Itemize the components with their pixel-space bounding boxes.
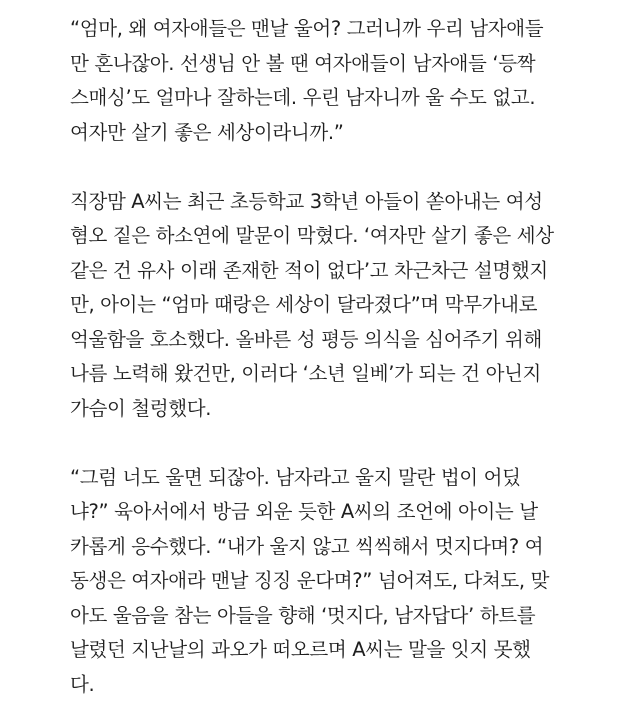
text-line: 카롭게 응수했다. “내가 울지 않고 씩씩해서 멋지다며? 여 [70,530,630,565]
text-line: 날렸던 지난날의 과오가 떠오르며 A씨는 말을 잇지 못했 [70,633,630,668]
text-line: 동생은 여자애라 맨날 징징 운다며?” 넘어져도, 다쳐도, 맞 [70,564,630,599]
text-line: “그럼 너도 울면 되잖아. 남자라고 울지 말란 법이 어딨 [70,461,630,496]
text-line: 억울함을 호소했다. 올바른 성 평등 의식을 심어주기 위해 [70,323,630,358]
text-line: 가슴이 철렁했다. [70,392,630,427]
paragraph-1 [70,12,630,150]
text-line: 같은 건 유사 이래 존재한 적이 없다’고 차근차근 설명했지 [70,254,630,289]
article-body [70,12,630,702]
text-line: 나름 노력해 왔건만, 이러다 ‘소년 일베’가 되는 건 아닌지 [70,357,630,392]
text-line: 아도 울음을 참는 아들을 향해 ‘멋지다, 남자답다’ 하트를 [70,599,630,634]
text-line: “엄마, 왜 여자애들은 맨날 울어? 그러니까 우리 남자애들 [70,12,630,47]
text-line: 다. [70,668,630,702]
text-line: 냐?” 육아서에서 방금 외운 듯한 A씨의 조언에 아이는 날 [70,495,630,530]
text-line: 만 혼나잖아. 선생님 안 볼 땐 여자애들이 남자애들 ‘등짝 [70,47,630,82]
text-line: 스매싱’도 얼마나 잘하는데. 우린 남자니까 울 수도 없고. [70,81,630,116]
paragraph-2 [70,185,630,427]
paragraph-spacer [70,150,630,185]
paragraph-3 [70,461,630,702]
paragraph-spacer [70,426,630,461]
text-line: 만, 아이는 “엄마 때랑은 세상이 달라졌다”며 막무가내로 [70,288,630,323]
text-line: 여자만 살기 좋은 세상이라니까.” [70,116,630,151]
text-line: 직장맘 A씨는 최근 초등학교 3학년 아들이 쏟아내는 여성 [70,185,630,220]
text-line: 혐오 짙은 하소연에 말문이 막혔다. ‘여자만 살기 좋은 세상 [70,219,630,254]
